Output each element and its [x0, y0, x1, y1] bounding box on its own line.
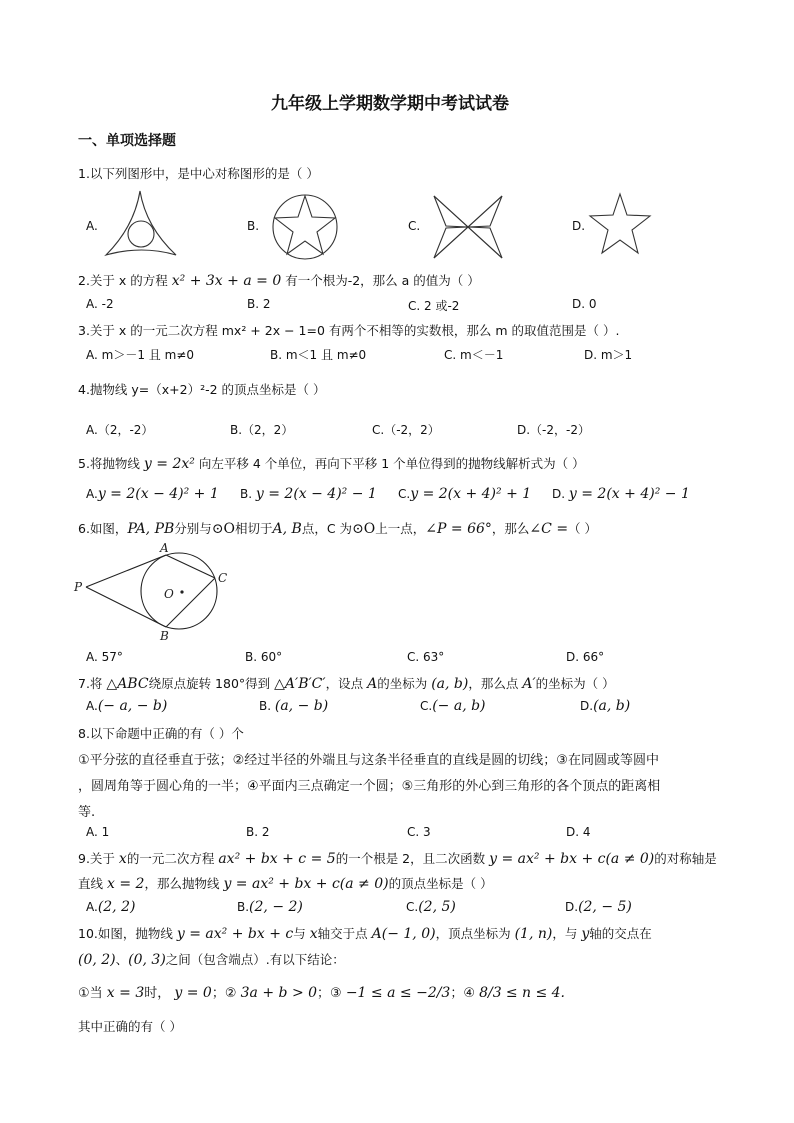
q3-opt-a: A. m＞－1 且 m≠0	[86, 348, 194, 362]
q5-opt-c: C.y = 2(x + 4)² + 1	[398, 486, 532, 502]
q8-opt-b: B. 2	[246, 825, 270, 839]
q1-opt-a: A.	[86, 219, 98, 233]
q1-figure-d	[587, 192, 653, 256]
q8-opt-d: D. 4	[566, 825, 591, 839]
q9-opt-b: B.(2, − 2)	[237, 899, 303, 915]
q8-stem: 8.以下命题中正确的有（ ）个	[78, 726, 244, 741]
q9-opt-a: A.(2, 2)	[86, 899, 136, 915]
q2-stem: 2.关于 x 的方程 x² + 3x + a = 0 有一个根为-2，那么 a 的值为（ ）	[78, 273, 480, 289]
q8-opt-c: C. 3	[407, 825, 431, 839]
q9-stem-line1: 9.关于 x的一元二次方程 ax² + bx + c = 5的一个根是 2，且二次函数 y = ax² + bx + c(a ≠ 0)的对称轴是	[78, 851, 717, 867]
q4-opt-a: A.（2，-2）	[86, 423, 154, 437]
q3-stem: 3.关于 x 的一元二次方程 mx² + 2x − 1=0 有两个不相等的实数根，那么 m 的取值范围是（ ）.	[78, 323, 620, 338]
q8-body-line1: ①平分弦的直径垂直于弦；②经过半径的外端且与这条半径垂直的直线是圆的切线；③在同圆或等圆中	[78, 753, 659, 768]
q7-opt-c: C.(− a, b)	[420, 698, 486, 714]
q10-stem-line1: 10.如图，抛物线 y = ax² + bx + c与 x轴交于点 A(− 1, 0)，顶点坐标为 (1, n)，与 y轴的交点在	[78, 926, 652, 942]
q6-stem: 6.如图，PA, PB分别与⊙O相切于A, B点，C 为⊙O上一点，∠P = 66°，那么∠C =（ ）	[78, 521, 598, 537]
q4-opt-c: C.（-2，2）	[372, 423, 440, 437]
q9-stem-line2: 直线 x = 2，那么抛物线 y = ax² + bx + c(a ≠ 0)的顶点坐标是（ ）	[78, 876, 493, 892]
q7-opt-b: B. (a, − b)	[259, 698, 329, 714]
q4-opt-d: D.（-2，-2）	[517, 423, 590, 437]
q5-opt-d: D. y = 2(x + 4)² − 1	[552, 486, 690, 502]
q9-opt-c: C.(2, 5)	[406, 899, 456, 915]
q6-figure	[70, 540, 240, 645]
q4-opt-b: B.（2，2）	[230, 423, 294, 437]
q6-label-p: P	[74, 580, 83, 594]
q6-opt-b: B. 60°	[245, 650, 283, 664]
q10-stem-line2: (0, 2)、(0, 3)之间（包含端点）.有以下结论：	[78, 952, 345, 968]
q1-figure-b	[270, 192, 340, 262]
q7-opt-d: D.(a, b)	[580, 698, 631, 714]
q5-opt-a: A.y = 2(x − 4)² + 1	[86, 486, 219, 502]
q3-opt-d: D. m＞1	[584, 348, 633, 362]
q2-opt-b: B. 2	[247, 297, 271, 311]
q10-end: 其中正确的有（ ）	[78, 1019, 182, 1034]
q1-opt-d: D.	[572, 219, 586, 233]
q9-opt-d: D.(2, − 5)	[565, 899, 632, 915]
q8-body-line2: ，圆周角等于圆心角的一半；④平面内三点确定一个圆；⑤三角形的外心到三角形的各个顶点的距离相	[78, 779, 661, 794]
page-title: 九年级上学期数学期中考试试卷	[271, 94, 509, 114]
q2-opt-a: A. -2	[86, 297, 114, 311]
q2-opt-d: D. 0	[572, 297, 597, 311]
q6-label-b: B	[160, 629, 169, 643]
q2-equation: x² + 3x + a = 0	[171, 273, 282, 289]
q1-opt-c: C.	[408, 219, 421, 233]
q6-label-o: O	[164, 587, 174, 601]
q2-opt-c: C. 2 或-2	[408, 299, 460, 313]
q5-equation: y = 2x²	[143, 456, 195, 472]
q6-label-c: C	[218, 571, 228, 585]
q6-label-a: A	[160, 541, 169, 555]
q1-figure-a	[102, 187, 182, 267]
q1-stem: 1.以下列图形中，是中心对称图形的是（ ）	[78, 166, 319, 181]
q6-opt-d: D. 66°	[566, 650, 605, 664]
q1-opt-b: B.	[247, 219, 260, 233]
q7-stem: 7.将 △ABC绕原点旋转 180°得到 △A′B′C′，设点 A的坐标为 (a, b)，那么点 A′的坐标为（ ）	[78, 676, 615, 692]
q10-conclusions: ①当 x = 3时， y = 0；② 3a + b > 0；③ −1 ≤ a ≤ −2/3；④ 8/3 ≤ n ≤ 4.	[78, 985, 565, 1001]
q4-stem: 4.抛物线 y=（x+2）²-2 的顶点坐标是（ ）	[78, 382, 326, 397]
q1-figure-c	[428, 190, 508, 264]
q3-opt-b: B. m＜1 且 m≠0	[270, 348, 367, 362]
q5-stem: 5.将抛物线 y = 2x² 向左平移 4 个单位，再向下平移 1 个单位得到的抛物线解析式为（ ）	[78, 456, 585, 472]
q6-opt-c: C. 63°	[407, 650, 445, 664]
q7-opt-a: A.(− a, − b)	[86, 698, 168, 714]
q8-body-line3: 等.	[78, 805, 96, 820]
q8-opt-a: A. 1	[86, 825, 110, 839]
q5-opt-b: B. y = 2(x − 4)² − 1	[240, 486, 377, 502]
q3-opt-c: C. m＜－1	[444, 348, 504, 362]
section-heading: 一、单项选择题	[78, 133, 176, 149]
q6-opt-a: A. 57°	[86, 650, 123, 664]
